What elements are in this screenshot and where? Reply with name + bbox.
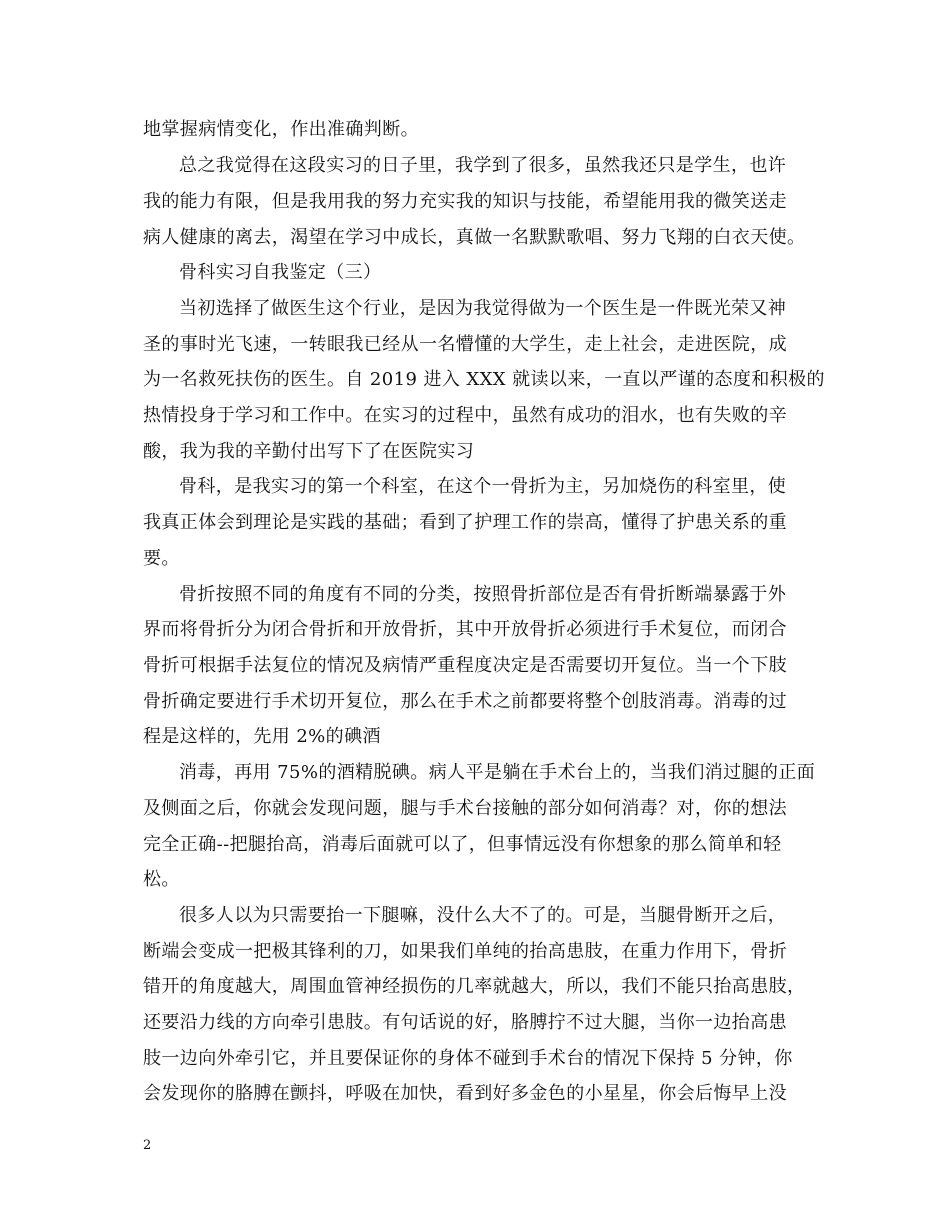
text-line: 会发现你的胳膊在颤抖，呼吸在加快，看到好多金色的小星星，你会后悔早上没: [143, 1083, 787, 1104]
text-line: 要。: [143, 548, 180, 569]
text-line: 圣的事时光飞速，一转眼我已经从一名懵懂的大学生，走上社会，走进医院，成: [143, 334, 787, 355]
text-line: 为一名救死扶伤的医生。自 2019 进入 XXX 就读以来，一直以严谨的态度和积极的: [143, 369, 825, 390]
text-line: 完全正确--把腿抬高，消毒后面就可以了，但事情远没有你想象的那么简单和轻: [143, 834, 782, 855]
text-line: 肢一边向外牵引它，并且要保证你的身体不碰到手术台的情况下保持 5 分钟，你: [143, 1048, 793, 1069]
text-line: 松。: [143, 869, 180, 890]
text-line: 我的能力有限，但是我用我的努力充实我的知识与技能，希望能用我的微笑送走: [143, 191, 787, 212]
text-line: 地掌握病情变化，作出准确判断。: [143, 119, 419, 140]
text-line: 骨折按照不同的角度有不同的分类，按照骨折部位是否有骨折断端暴露于外: [179, 584, 787, 605]
text-line: 热情投身于学习和工作中。在实习的过程中，虽然有成功的泪水，也有失败的辛: [143, 405, 787, 426]
text-line: 界而将骨折分为闭合骨折和开放骨折，其中开放骨折必须进行手术复位，而闭合: [143, 619, 787, 640]
text-line: 骨折可根据手法复位的情况及病情严重程度决定是否需要切开复位。当一个下肢: [143, 655, 787, 676]
text-line: 骨折确定要进行手术切开复位，那么在手术之前都要将整个创肢消毒。消毒的过: [143, 691, 787, 712]
text-line: 骨科，是我实习的第一个科室，在这个一骨折为主，另加烧伤的科室里，使: [179, 476, 787, 497]
text-line: 病人健康的离去，渴望在学习中成长，真做一名默默歌唱、努力飞翔的白衣天使。: [143, 227, 806, 248]
section-heading: 骨科实习自我鉴定（三）: [179, 262, 382, 283]
text-line: 总之我觉得在这段实习的日子里，我学到了很多，虽然我还只是学生，也许: [179, 155, 787, 176]
text-line: 及侧面之后，你就会发现问题，腿与手术台接触的部分如何消毒？对，你的想法: [143, 798, 787, 819]
text-line: 当初选择了做医生这个行业，是因为我觉得做为一个医生是一件既光荣又神: [179, 298, 787, 319]
page-number: 2: [143, 1138, 152, 1153]
text-line: 消毒，再用 75%的酒精脱碘。病人平是躺在手术台上的，当我们消过腿的正面: [179, 762, 816, 783]
text-line: 断端会变成一把极其锋利的刀，如果我们单纯的抬高患肢，在重力作用下，骨折: [143, 941, 787, 962]
text-line: 我真正体会到理论是实践的基础；看到了护理工作的崇高，懂得了护患关系的重: [143, 512, 787, 533]
text-line: 错开的角度越大，周围血管神经损伤的几率就越大，所以，我们不能只抬高患肢，: [143, 976, 806, 997]
text-line: 还要沿力线的方向牵引患肢。有句话说的好，胳膊拧不过大腿，当你一边抬高患: [143, 1012, 787, 1033]
text-line: 酸，我为我的辛勤付出写下了在医院实习: [143, 441, 475, 462]
text-line: 很多人以为只需要抬一下腿嘛，没什么大不了的。可是，当腿骨断开之后，: [179, 905, 787, 926]
text-line: 程是这样的，先用 2%的碘酒: [143, 726, 381, 747]
